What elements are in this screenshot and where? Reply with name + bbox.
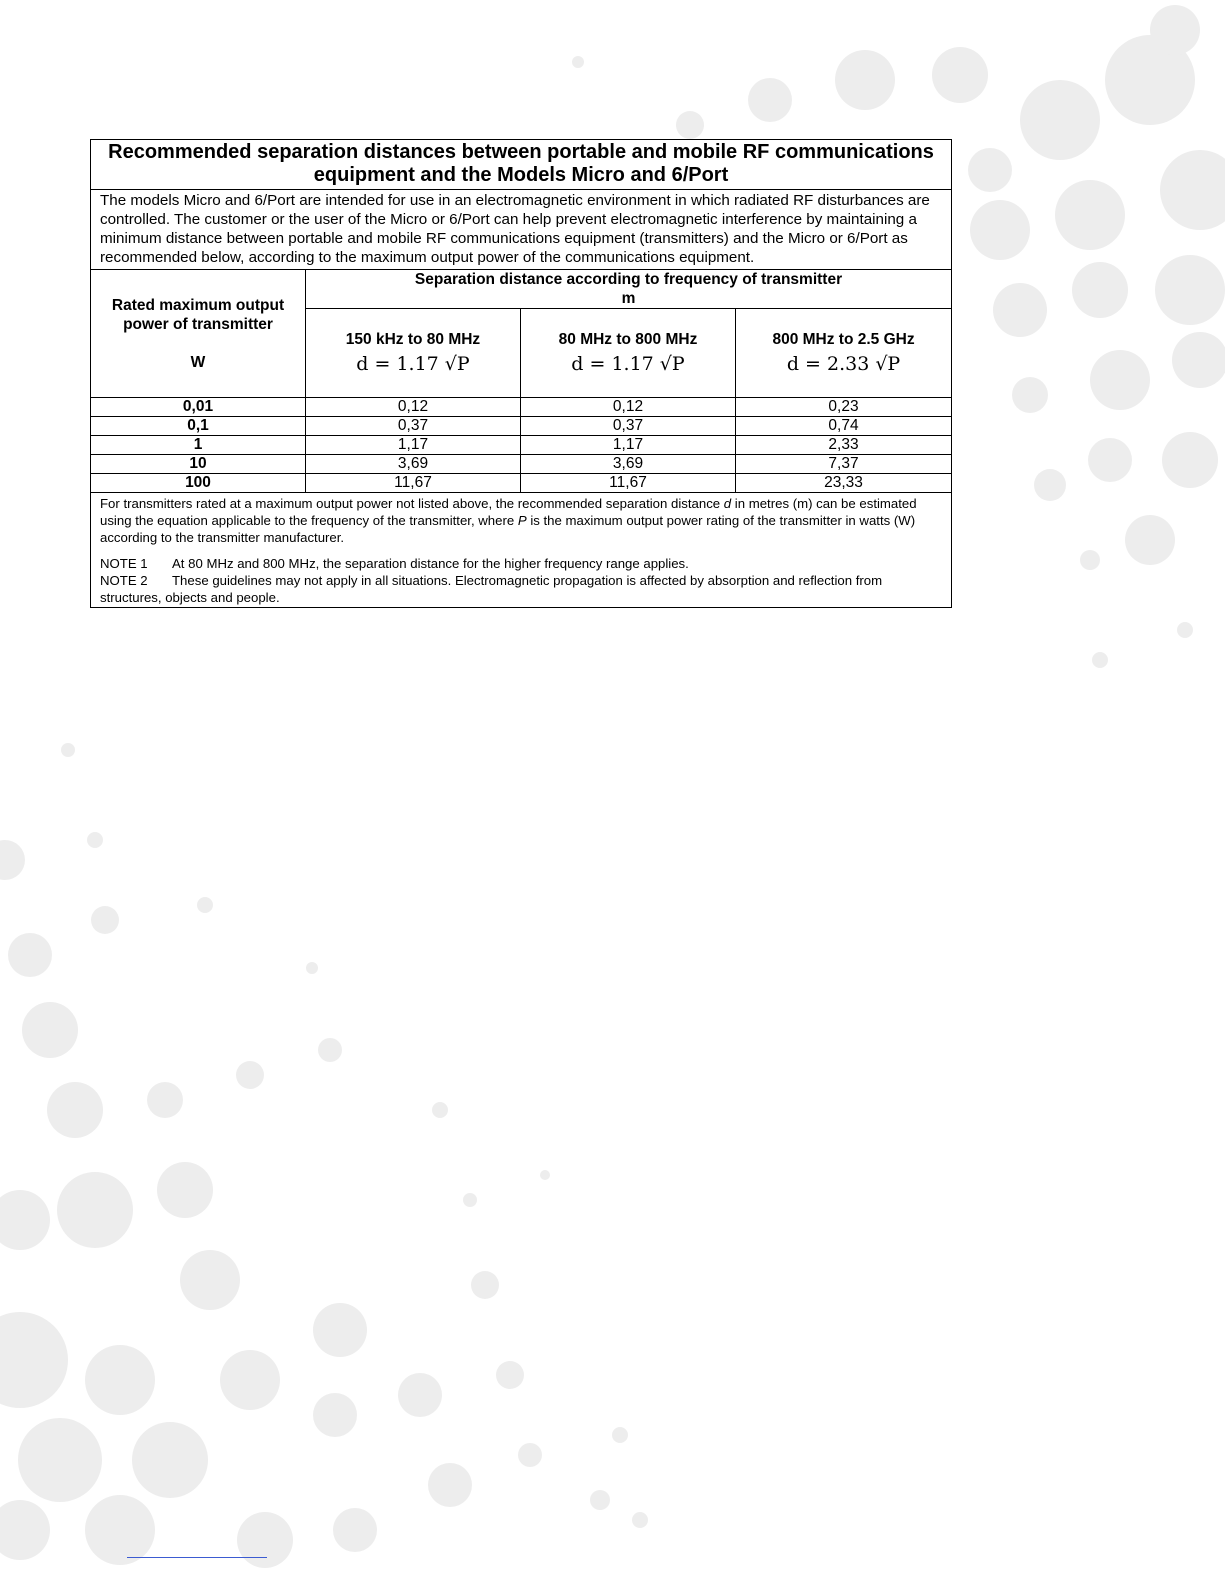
- power-header-label: Rated maximum output power of transmitter: [111, 296, 285, 333]
- distance-cell: 1,17: [521, 436, 736, 455]
- distance-cell: 0,12: [306, 398, 521, 417]
- table-row: [91, 398, 952, 417]
- table-row: [91, 455, 952, 474]
- note-label: NOTE 2: [100, 573, 148, 588]
- note-text: These guidelines may not apply in all situations. Electromagnetic propagation is affected by absorption and reflection from structures, objects and people.: [100, 573, 883, 605]
- footnote-text: [100, 495, 942, 546]
- table-footnote: [91, 493, 952, 608]
- distance-cell: 3,69: [306, 455, 521, 474]
- distance-cell: 0,37: [521, 417, 736, 436]
- distance-cell: 7,37: [736, 455, 952, 474]
- note-text: At 80 MHz and 800 MHz, the separation distance for the higher frequency range applies.: [172, 556, 689, 571]
- frequency-column-header: [306, 309, 521, 398]
- frequency-column-header: [521, 309, 736, 398]
- frequency-range-label: 80 MHz to 800 MHz: [558, 330, 698, 348]
- frequency-range-label: 150 kHz to 80 MHz: [345, 330, 481, 348]
- frequency-range-label: 800 MHz to 2.5 GHz: [772, 330, 915, 348]
- distance-cell: 0,74: [736, 417, 952, 436]
- distance-equation: d = 1.17 √P: [571, 352, 685, 375]
- footnote-part: is the maximum output power rating of the transmitter in watts (W) according to the transmitter manufacturer.: [100, 513, 916, 545]
- note-1: [100, 555, 942, 572]
- separation-header: [306, 270, 952, 309]
- table-row: [91, 417, 952, 436]
- distance-cell: 2,33: [736, 436, 952, 455]
- separation-distance-table: [90, 139, 952, 608]
- table-title: Recommended separation distances between portable and mobile RF communications equipment and the Models Micro and 6/Port: [91, 140, 952, 190]
- footnote-part: For transmitters rated at a maximum output power not listed above, the recommended separation distance: [100, 496, 724, 511]
- distance-cell: 0,37: [306, 417, 521, 436]
- table-row: [91, 436, 952, 455]
- footer-link-underline: [127, 1557, 267, 1558]
- table-row: [91, 474, 952, 493]
- power-cell: 0,1: [91, 417, 306, 436]
- separation-header-label: Separation distance according to frequency of transmitter: [414, 271, 843, 288]
- power-cell: 100: [91, 474, 306, 493]
- separation-unit-label: m: [621, 290, 636, 307]
- power-unit-label: W: [190, 353, 206, 371]
- distance-cell: 23,33: [736, 474, 952, 493]
- footnote-variable-p: P: [517, 513, 527, 528]
- distance-equation: d = 2.33 √P: [786, 352, 901, 375]
- distance-cell: 11,67: [521, 474, 736, 493]
- footnote-part: in metres (m) can be estimated using the equation applicable to the frequency of the transmitter, where: [100, 496, 917, 528]
- table-intro-text: The models Micro and 6/Port are intended for use in an electromagnetic environment in which radiated RF disturbances are controlled. The customer or the user of the Micro or 6/Port can help prevent electromagnetic interference by maintaining a minimum distance between portable and mobile RF communications equipment (transmitters) and the Micro or 6/Port as recommended below, according to the maximum output power of the communications equipment.: [91, 190, 952, 270]
- note-2: [100, 572, 942, 606]
- power-cell: 10: [91, 455, 306, 474]
- distance-cell: 1,17: [306, 436, 521, 455]
- power-column-header: [91, 270, 306, 398]
- note-label: NOTE 1: [100, 556, 148, 571]
- distance-cell: 11,67: [306, 474, 521, 493]
- frequency-column-header: [736, 309, 952, 398]
- distance-cell: 0,12: [521, 398, 736, 417]
- power-cell: 0,01: [91, 398, 306, 417]
- distance-equation: d = 1.17 √P: [356, 352, 470, 375]
- distance-cell: 0,23: [736, 398, 952, 417]
- power-cell: 1: [91, 436, 306, 455]
- distance-cell: 3,69: [521, 455, 736, 474]
- footnote-variable-d: d: [723, 496, 732, 511]
